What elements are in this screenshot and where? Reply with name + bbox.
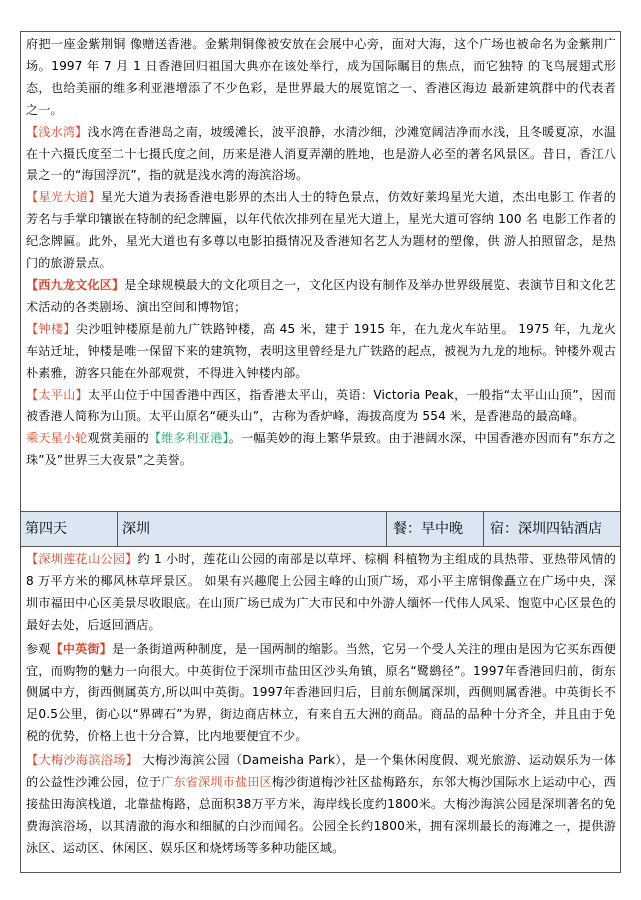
day-label: 第四天 bbox=[21, 512, 118, 546]
dameisha-location-link: 广东省深圳市盐田区 bbox=[161, 775, 272, 790]
dameisha-paragraph bbox=[26, 750, 616, 860]
dameisha-text-1: 大梅沙海滨公园（Dameisha Park），是一个集休闲度假、观光旅游、运动娱乐为一体的公益性沙滩公园，位于 bbox=[26, 753, 616, 790]
lotus-park-text: 约 1 小时，莲花山公园的南部是以草坪、棕榈 科植物为主组成的具热带、亚热带风情的 8 万平方米的椰风林草坪景区。 如果有兴趣爬上公园主峰的山顶广场，邓小平主席铜像矗立在广场中央，深圳市福田中心区美景尽收眼底。在山顶广场已成为广大市民和中外游人缅怀一代伟人风采、饱览中心区景色的最好去处，后返回酒店。 bbox=[26, 552, 616, 632]
golden-bauhinia-paragraph bbox=[26, 34, 616, 122]
victoria-peak-text: 太平山位于中国香港中西区，指香港太平山，英语：Victoria Peak，一般指“太平山山顶”，因而被香港人简称为山顶。太平山原名“硬头山”，古称为香炉峰，海拔高度为 554 米，是香港岛的最高峰。 bbox=[26, 387, 616, 424]
avenue-of-stars-text: 星光大道为表扬香港电影界的杰出人士的特色景点，仿效好莱坞星光大道，杰出电影工 作者的芳名与手掌印镶嵌在特制的纪念牌匾，以年代依次排列在星光大道上，星光大道可容纳 100 名 电影工作者的纪念牌匾。此外，星光大道也有多尊以电影拍摄情况及香港知名艺人为题材的塑像，供 游人拍照留念，是热门的旅游景点。 bbox=[26, 190, 616, 271]
hongkong-attractions-cell bbox=[21, 32, 620, 511]
star-ferry-text: 。一幅美妙的海上繁华景致。由于港阔水深，中国香港亦因而有”东方之珠”及”世界三大夜景”之美誉。 bbox=[26, 431, 616, 468]
lotus-park-title: 【深圳莲花山公园】 bbox=[26, 552, 138, 566]
star-ferry-name: 天星小轮 bbox=[38, 431, 88, 446]
chung-ying-text: 是一条街道两种制度，是一国两制的缩影。当然，它另一个受人关注的理由是因为它买东西便宜，而购物的魅力一向很大。中英街位于深圳市盐田区沙头角镇，原名“鹭鹚径”。1997年香港回归前，街东侧属中方，街西侧属英方,所以叫中英街。1997年香港回归后，目前东侧属深圳，西侧则属香港。中英街长不足0.5公里，街心以“界碑石”为界，街边商店林立，有来自五大洲的商品。商品的品种十分齐全，并且由于免税的优势，价格上也十分合算，比内地要便宜不少。 bbox=[26, 641, 616, 744]
golden-bauhinia-text: 府把一座金紫荆铜 像赠送香港。金紫荆铜像被安放在会展中心旁，面对大海，这个广场也被命名为金紫荆广场。1997 年 7 月 1 日香港回归祖国大典亦在该处举行，成为国际瞩目的焦点，而它独特 的飞鸟展翅式形态，也给美丽的维多利亚港增添了不少色彩，是世界最大的展览馆之一、香港区海边 最新建筑群中的代表者之一。 bbox=[26, 37, 616, 117]
lotus-park-paragraph bbox=[26, 549, 616, 637]
repulse-bay-text: 浅水湾在香港岛之南，坡缓滩长，波平浪静，水清沙细，沙滩宽阔洁净而水浅，且冬暖夏凉，水温在十六摄氏度至二十七摄氏度之间，历来是港人消夏弄潮的胜地，也是游人必至的著名风景区。昔日，香江八景之一的“海国浮沉”，指的就是浅水湾的海滨浴场。 bbox=[26, 124, 616, 183]
avenue-of-stars-title: 【星光大道】 bbox=[26, 190, 101, 205]
itinerary-document bbox=[20, 31, 621, 873]
victoria-peak-paragraph bbox=[26, 385, 616, 429]
west-kowloon-title: 【西九龙文化区】 bbox=[26, 277, 125, 292]
repulse-bay-paragraph bbox=[26, 122, 616, 188]
west-kowloon-text: 是全球规模最大的文化项目之一，文化区内设有制作及举办世界级展览、表演节目和文化艺术活动的各类剧场、演出空间和博物馆； bbox=[26, 277, 616, 314]
meal-label: 餐：早中晚 bbox=[387, 512, 484, 546]
repulse-bay-title: 【浅水湾】 bbox=[26, 124, 88, 139]
clock-tower-text: 尖沙咀钟楼原是前九广铁路钟楼，高 45 米，建于 1915 年，在九龙火车站里。 1975 年，九龙火车站迁址，钟楼是唯一保留下来的建筑物，表明这里曾经是九广铁路的起点，被视为九龙的地标。钟楼外观古朴素雅，游客只能在外部观赏，不得进入钟楼内部。 bbox=[26, 321, 616, 380]
chung-ying-prefix: 参观 bbox=[26, 641, 51, 656]
hotel-label: 宿：深圳四钻酒店 bbox=[490, 521, 602, 537]
city-label: 深圳 bbox=[118, 512, 387, 546]
dameisha-title: 【大梅沙海滨浴场】 bbox=[26, 753, 139, 768]
chung-ying-title: 【中英街】 bbox=[50, 641, 113, 656]
star-ferry-paragraph bbox=[26, 428, 616, 472]
star-ferry-mid: 观赏美丽的 bbox=[87, 431, 149, 446]
west-kowloon-paragraph bbox=[26, 275, 616, 319]
chung-ying-street-paragraph bbox=[26, 639, 616, 749]
shenzhen-attractions-cell bbox=[21, 546, 620, 872]
star-ferry-prefix: 乘 bbox=[26, 431, 39, 446]
victoria-harbour-title: 【维多利亚港】 bbox=[148, 431, 229, 446]
victoria-peak-title: 【太平山】 bbox=[26, 387, 89, 402]
clock-tower-paragraph bbox=[26, 319, 616, 385]
clock-tower-title: 【钟楼】 bbox=[26, 321, 76, 336]
avenue-of-stars-paragraph bbox=[26, 187, 616, 275]
day-header-row bbox=[21, 511, 620, 546]
dameisha-text-2: 梅沙街道梅沙社区盐梅路东，东邻大梅沙国际水上运动中心，西接盐田海滨栈道，北靠盐梅路，总面积38万平方米，海岸线长度约1800米。大梅沙海滨公园是深圳著名的免费海滨浴场，以其清澈的海水和细腻的白沙而闻名。公园全长约1800米，拥有深圳最长的海滩之一，提供游泳区、运动区、休闲区、娱乐区和烧烤场等多种功能区域。 bbox=[26, 775, 616, 855]
